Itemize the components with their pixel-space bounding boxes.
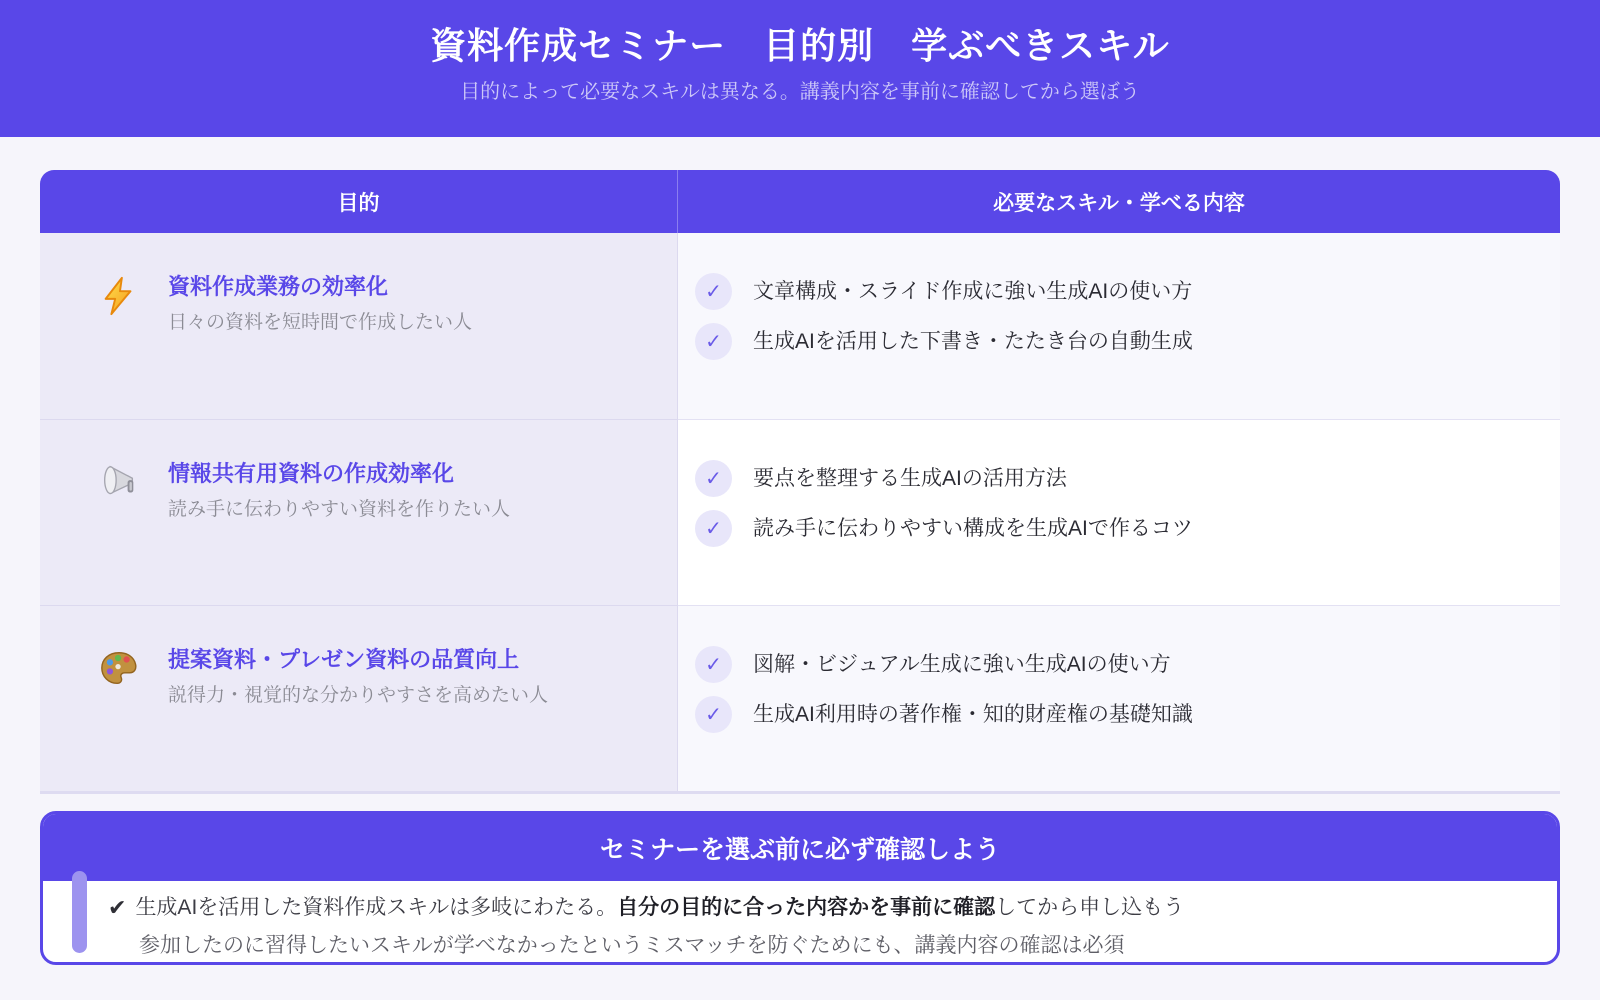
megaphone-icon (98, 462, 140, 504)
skill-item (695, 323, 1560, 360)
confirmation-callout (40, 811, 1560, 965)
purpose-cell (40, 233, 678, 419)
check-icon: ✓ (695, 646, 732, 683)
check-icon: ✓ (695, 696, 732, 733)
skills-cell (678, 233, 1560, 419)
check-icon: ✓ (695, 273, 732, 310)
check-icon: ✓ (695, 510, 732, 547)
skill-item (695, 273, 1560, 310)
skills-cell (678, 419, 1560, 605)
accent-pill (72, 871, 87, 953)
seminar-table (40, 170, 1560, 794)
table-row (40, 233, 1560, 419)
purpose-description: 読み手に伝わりやすい資料を作りたい人 (168, 499, 511, 520)
check-icon: ✓ (695, 460, 732, 497)
purpose-description: 日々の資料を短時間で作成したい人 (168, 312, 473, 333)
palette-icon (98, 648, 140, 690)
purpose-title: 情報共有用資料の作成効率化 (168, 461, 455, 486)
purpose-cell (40, 419, 678, 605)
purpose-description: 説得力・視覚的な分かりやすさを高めたい人 (168, 685, 549, 706)
lightning-icon (98, 275, 140, 317)
skill-text: 図解・ビジュアル生成に強い生成AIの使い方 (753, 652, 1171, 676)
callout-line1-pre: 生成AIを活用した資料作成スキルは多岐にわたる。 (135, 896, 618, 919)
skill-item (695, 510, 1560, 547)
purpose-title: 提案資料・プレゼン資料の品質向上 (168, 647, 520, 672)
skill-item (695, 460, 1560, 497)
checkmark-icon: ✔ (108, 895, 127, 920)
page-subtitle: 目的によって必要なスキルは異なる。講義内容を事前に確認してから選ぼう (460, 81, 1140, 103)
callout-line1 (108, 894, 1557, 922)
callout-line2: 参加したのに習得したいスキルが学べなかったというミスマッチを防ぐためにも、講義内容の確認は必須 (139, 934, 1125, 957)
callout-line1-post: してから申し込もう (995, 896, 1185, 919)
hero-banner (0, 0, 1600, 137)
table-header-row (40, 170, 1560, 233)
table-row (40, 605, 1560, 791)
column-header-purpose: 目的 (40, 170, 678, 233)
column-header-skills: 必要なスキル・学べる内容 (993, 191, 1245, 215)
table-row (40, 419, 1560, 605)
skill-item (695, 646, 1560, 683)
skill-text: 要点を整理する生成AIの活用方法 (753, 466, 1067, 490)
check-icon: ✓ (695, 323, 732, 360)
purpose-cell (40, 605, 678, 791)
skills-cell (678, 605, 1560, 791)
skill-text: 生成AIを活用した下書き・たたき台の自動生成 (753, 329, 1193, 353)
callout-body (43, 881, 1557, 960)
page-title: 資料作成セミナー 目的別 学ぶべきスキル (430, 25, 1170, 66)
callout-title: セミナーを選ぶ前に必ず確認しよう (43, 814, 1557, 881)
skill-text: 文章構成・スライド作成に強い生成AIの使い方 (753, 279, 1193, 303)
skill-text: 生成AI利用時の著作権・知的財産権の基礎知識 (753, 702, 1193, 726)
skill-text: 読み手に伝わりやすい構成を生成AIで作るコツ (753, 516, 1193, 540)
callout-line1-bold: 自分の目的に合った内容かを事前に確認 (617, 896, 996, 919)
purpose-title: 資料作成業務の効率化 (168, 274, 389, 299)
skill-item (695, 696, 1560, 733)
